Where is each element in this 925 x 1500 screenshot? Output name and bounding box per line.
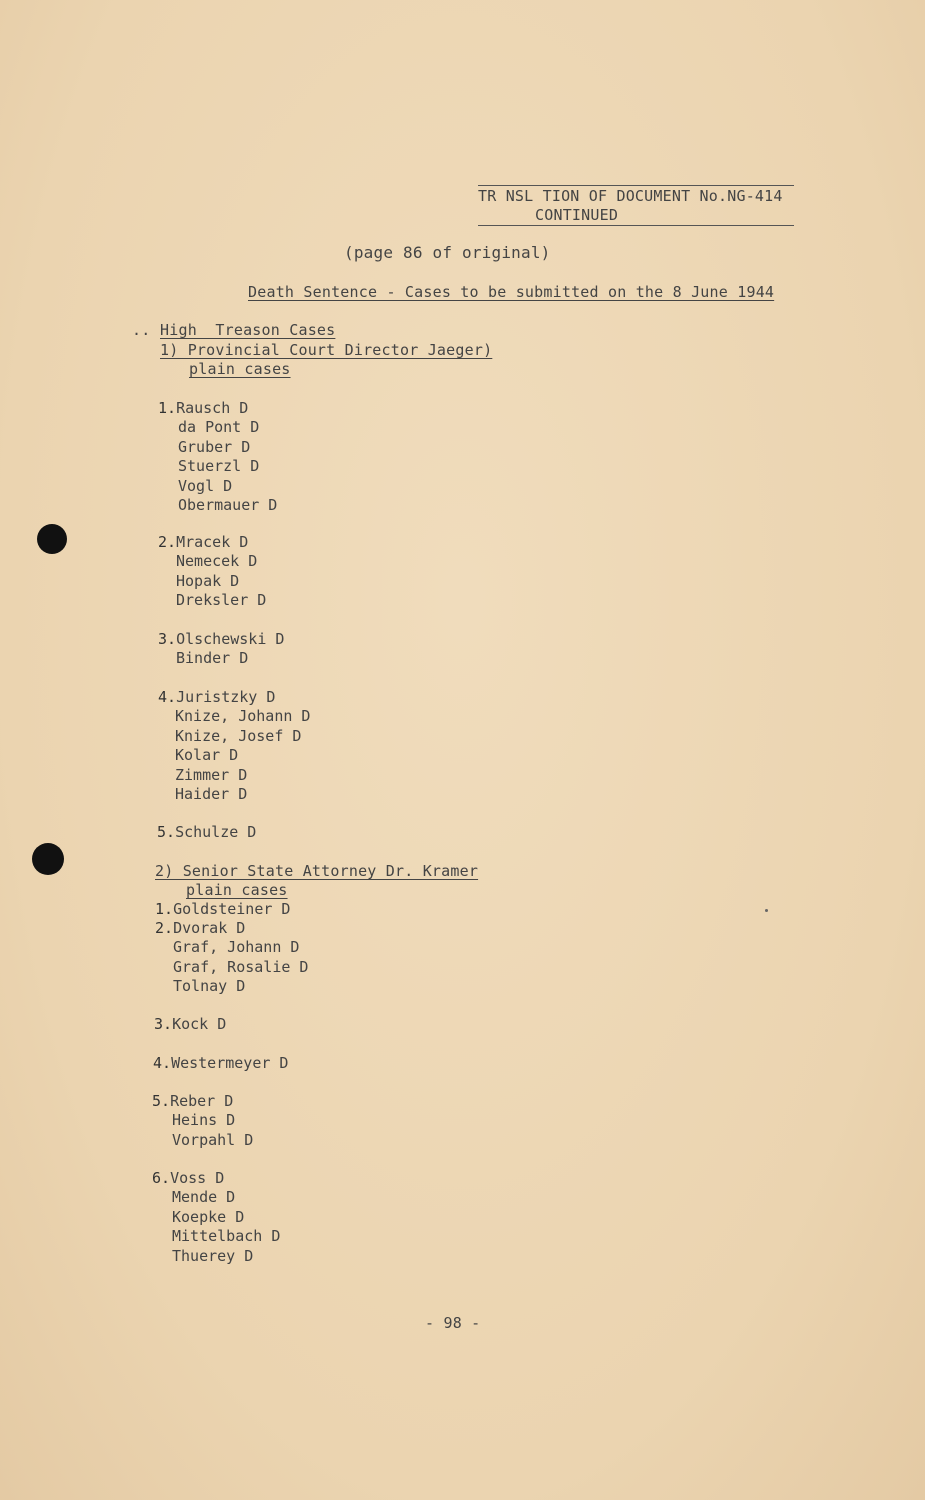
group-1-2 — [158, 533, 266, 611]
page-number: - 98 - — [425, 1314, 481, 1332]
punch-hole-top — [37, 524, 67, 554]
list-item: Thuerey D — [172, 1246, 254, 1265]
group-2-3 — [154, 1015, 226, 1034]
list-item: Haider D — [175, 785, 248, 804]
group-1-5 — [157, 823, 256, 842]
page-reference: (page 86 of original) — [344, 243, 551, 262]
list-item: 4.Juristzky D — [158, 688, 276, 706]
ink-speck — [765, 909, 768, 912]
group-2-5 — [152, 1092, 253, 1150]
list-item: Knize, Johann D — [175, 707, 311, 726]
list-item: Knize, Josef D — [175, 726, 302, 745]
list-item: Gruber D — [178, 437, 251, 456]
group-2-1 — [155, 900, 290, 919]
punch-hole-bottom — [32, 843, 64, 875]
list-item: 1.Rausch D — [158, 399, 249, 417]
header-rule-bottom — [478, 225, 794, 226]
list-item: 2.Mracek D — [158, 533, 249, 551]
list-item: 4.Westermeyer D — [153, 1054, 289, 1072]
subsection-2-title: 2) Senior State Attorney Dr. Kramer — [155, 862, 479, 880]
list-item: 5.Reber D — [152, 1092, 234, 1110]
list-item: Mittelbach D — [172, 1227, 281, 1246]
document-title: TR NSL TION OF DOCUMENT No.NG-414 — [478, 187, 783, 205]
section-title: High Treason Cases — [160, 321, 336, 339]
group-2-6 — [152, 1169, 280, 1266]
list-item: Hopak D — [176, 571, 240, 590]
list-item: 6.Voss D — [152, 1169, 225, 1187]
list-item: 2.Dvorak D — [155, 919, 246, 937]
list-item: Obermauer D — [178, 496, 278, 515]
list-item: Nemecek D — [176, 552, 258, 571]
subsection-2-plain: plain cases — [186, 881, 288, 899]
list-item: Tolnay D — [173, 977, 246, 996]
subsection-1-plain: plain cases — [189, 360, 291, 378]
list-item: Binder D — [176, 649, 249, 668]
group-1-3 — [158, 630, 284, 669]
subsection-1-title: 1) Provincial Court Director Jaeger) — [160, 341, 493, 359]
list-item: da Pont D — [178, 418, 260, 437]
list-item: Vogl D — [178, 476, 233, 495]
list-item: Zimmer D — [175, 765, 248, 784]
list-item: Mende D — [172, 1188, 236, 1207]
list-item: 1.Goldsteiner D — [155, 900, 291, 918]
list-item: Dreksler D — [176, 591, 267, 610]
list-item: Heins D — [172, 1111, 236, 1130]
list-item: Graf, Rosalie D — [173, 957, 309, 976]
group-1-4 — [158, 688, 310, 804]
list-item: Vorpahl D — [172, 1130, 254, 1149]
document-continued: CONTINUED — [535, 206, 619, 224]
document-subtitle: Death Sentence - Cases to be submitted on the 8 June 1944 — [248, 283, 775, 301]
group-2-4 — [153, 1054, 288, 1073]
list-item: Koepke D — [172, 1207, 245, 1226]
list-item: 5.Schulze D — [157, 823, 257, 841]
list-item: Kolar D — [175, 746, 239, 765]
list-item: 3.Kock D — [154, 1015, 227, 1033]
header-rule-top — [478, 185, 794, 186]
list-item: 3.Olschewski D — [158, 630, 285, 648]
list-item: Stuerzl D — [178, 457, 260, 476]
group-2-2 — [155, 919, 308, 997]
group-1-1 — [158, 399, 277, 515]
section-marker: .. — [132, 321, 151, 339]
list-item: Graf, Johann D — [173, 938, 300, 957]
